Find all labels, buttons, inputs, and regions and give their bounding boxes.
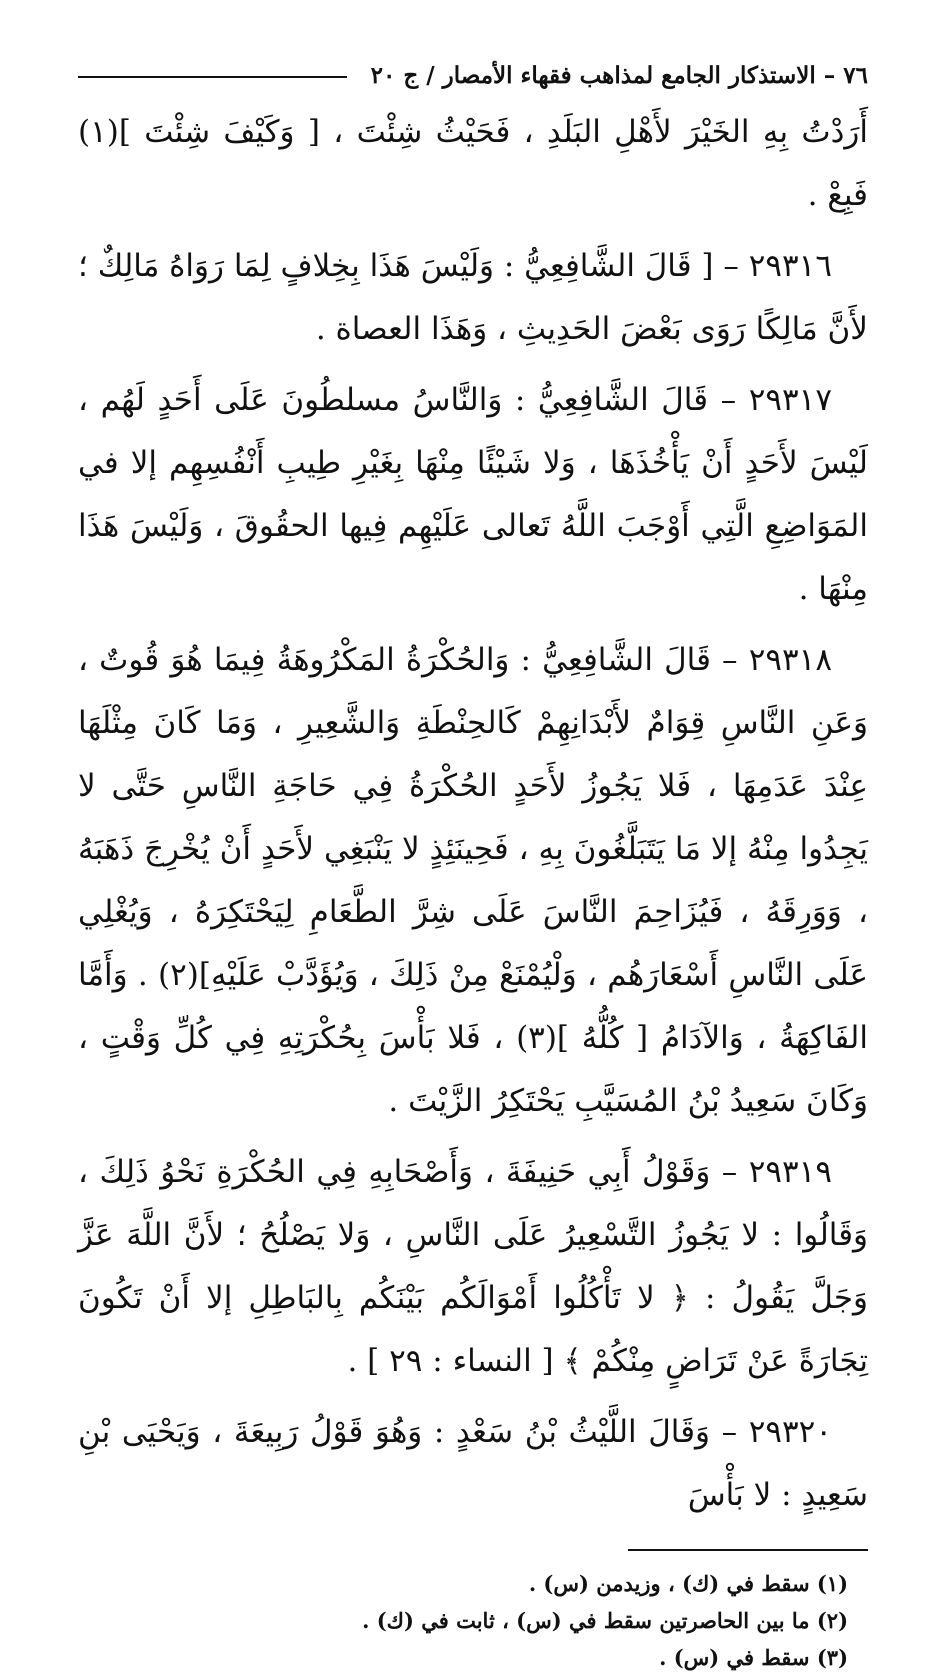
paragraph-continuation: أَرَدْتُ بِهِ الخَيْرَ لأَهْلِ البَلَدِ ، فَحَيْثُ شِئْتَ ، [ وَكَيْفَ شِئْتَ ](١) فَبِعْ . bbox=[78, 114, 868, 213]
footnotes bbox=[78, 1565, 868, 1676]
paragraph-29316: ٢٩٣١٦ – [ قَالَ الشَّافِعِيُّ : وَلَيْسَ هَذَا بِخِلافٍ لِمَا رَوَاهُ مَالِكٌ ؛ لأَنَّ مَالِكًا رَوَى بَعْضَ الحَدِيثِ ، وَهَذَا العصاة . bbox=[78, 248, 868, 347]
footnote-3: (٣) سقط في (س) . bbox=[659, 1645, 848, 1670]
paragraph-29318: ٢٩٣١٨ – قَالَ الشَّافِعِيُّ : وَالحُكْرَةُ المَكْرُوهَةُ فِيمَا هُوَ قُوتٌ ، وَعَنِ النَّاسِ قِوَامٌ لأَبْدَانِهِمْ كَالحِنْطَةِ وَالشَّعِيرِ ، وَمَا كَانَ مِثْلَهَا عِنْدَ عَدَمِهَا ، فَلا يَجُوزُ لأَحَدٍ الحُكْرَةُ فِي حَاجَةِ النَّاسِ حَتَّى لا يَجِدُوا مِنْهُ إلا مَا يَتَبَلَّغُونَ بِهِ ، فَحِينَئِذٍ لا يَنْبَغِي لأَحَدٍ أَنْ يُخْرِجَ ذَهَبَهُ ، وَوَرِقَهُ ، فَيُزَاحِمَ النَّاسَ عَلَى شِرَّ الطَّعَامِ لِيَحْتَكِرَهُ ، وَيُغْلِي عَلَى النَّاسِ أَسْعَارَهُم ، وَلْيُمْنَعْ مِنْ ذَلِكَ ، وَيُؤَدَّبْ عَلَيْهِ](٢) . وَأَمَّا الفَاكِهَةُ ، وَالآدَامُ [ كُلُّهُ ](٣) ، فَلا بَأْسَ بِحُكْرَتِهِ فِي كُلِّ وَقْتٍ ، وَكَانَ سَعِيدُ بْنُ المُسَيَّبِ يَحْتَكِرُ الزَّيْتَ . bbox=[78, 642, 868, 1119]
paragraph-29317: ٢٩٣١٧ – قَالَ الشَّافِعِيُّ : وَالنَّاسُ مسلطُونَ عَلَى أَحَدٍ لَهُم ، لَيْسَ لأَحَدٍ أَنْ يَأْخُذَهَا ، وَلا شَيْئًا مِنْهَا بِغَيْرِ طِيبِ أَنْفُسِهِم إلا في المَوَاضِعِ الَّتِي أَوْجَبَ اللَّهُ تَعالى عَلَيْهِم فِيها الحقُوقَ ، وَلَيْسَ هَذَا مِنْهَا . bbox=[78, 382, 868, 607]
paragraph-29319: ٢٩٣١٩ – وَقَوْلُ أَبِي حَنِيفَةَ ، وَأَصْحَابِهِ فِي الحُكْرَةِ نَحْوُ ذَلِكَ ، وَقَالُوا : لا يَجُوزُ التَّسْعِيرُ عَلَى النَّاسِ ، وَلا يَصْلُحُ ؛ لأَنَّ اللَّهَ عَزَّ وَجَلَّ يَقُولُ : ﴿ لا تَأْكُلُوا أَمْوَالَكُم بَيْنَكُم بِالبَاطِلِ إلا أَنْ تَكُونَ تِجَارَةً عَنْ تَرَاضٍ مِنْكُمْ ﴾ [ النساء : ٢٩ ] . bbox=[78, 1154, 868, 1379]
running-title: ٧٦ – الاستذكار الجامع لمذاهب فقهاء الأمصار / ج ٢٠ bbox=[370, 61, 868, 89]
footnote-1: (١) سقط في (ك) ، وزيدمن (س) . bbox=[528, 1571, 848, 1596]
paragraph-29320: ٢٩٣٢٠ – وَقَالَ اللَّيْثُ بْنُ سَعْدٍ : وَهُوَ قَوْلُ رَبِيعَةَ ، وَيَحْيَى بْنِ سَعِيدٍ : لا بَأْسَ bbox=[78, 1414, 868, 1513]
running-header bbox=[78, 55, 868, 95]
header-rule bbox=[78, 76, 347, 78]
footnote-2: (٢) ما بين الحاصرتين سقط في (س) ، ثابت في (ك) . bbox=[362, 1608, 848, 1633]
footnote-rule bbox=[628, 1549, 868, 1551]
book-page bbox=[78, 55, 868, 1676]
main-text bbox=[78, 101, 868, 1527]
